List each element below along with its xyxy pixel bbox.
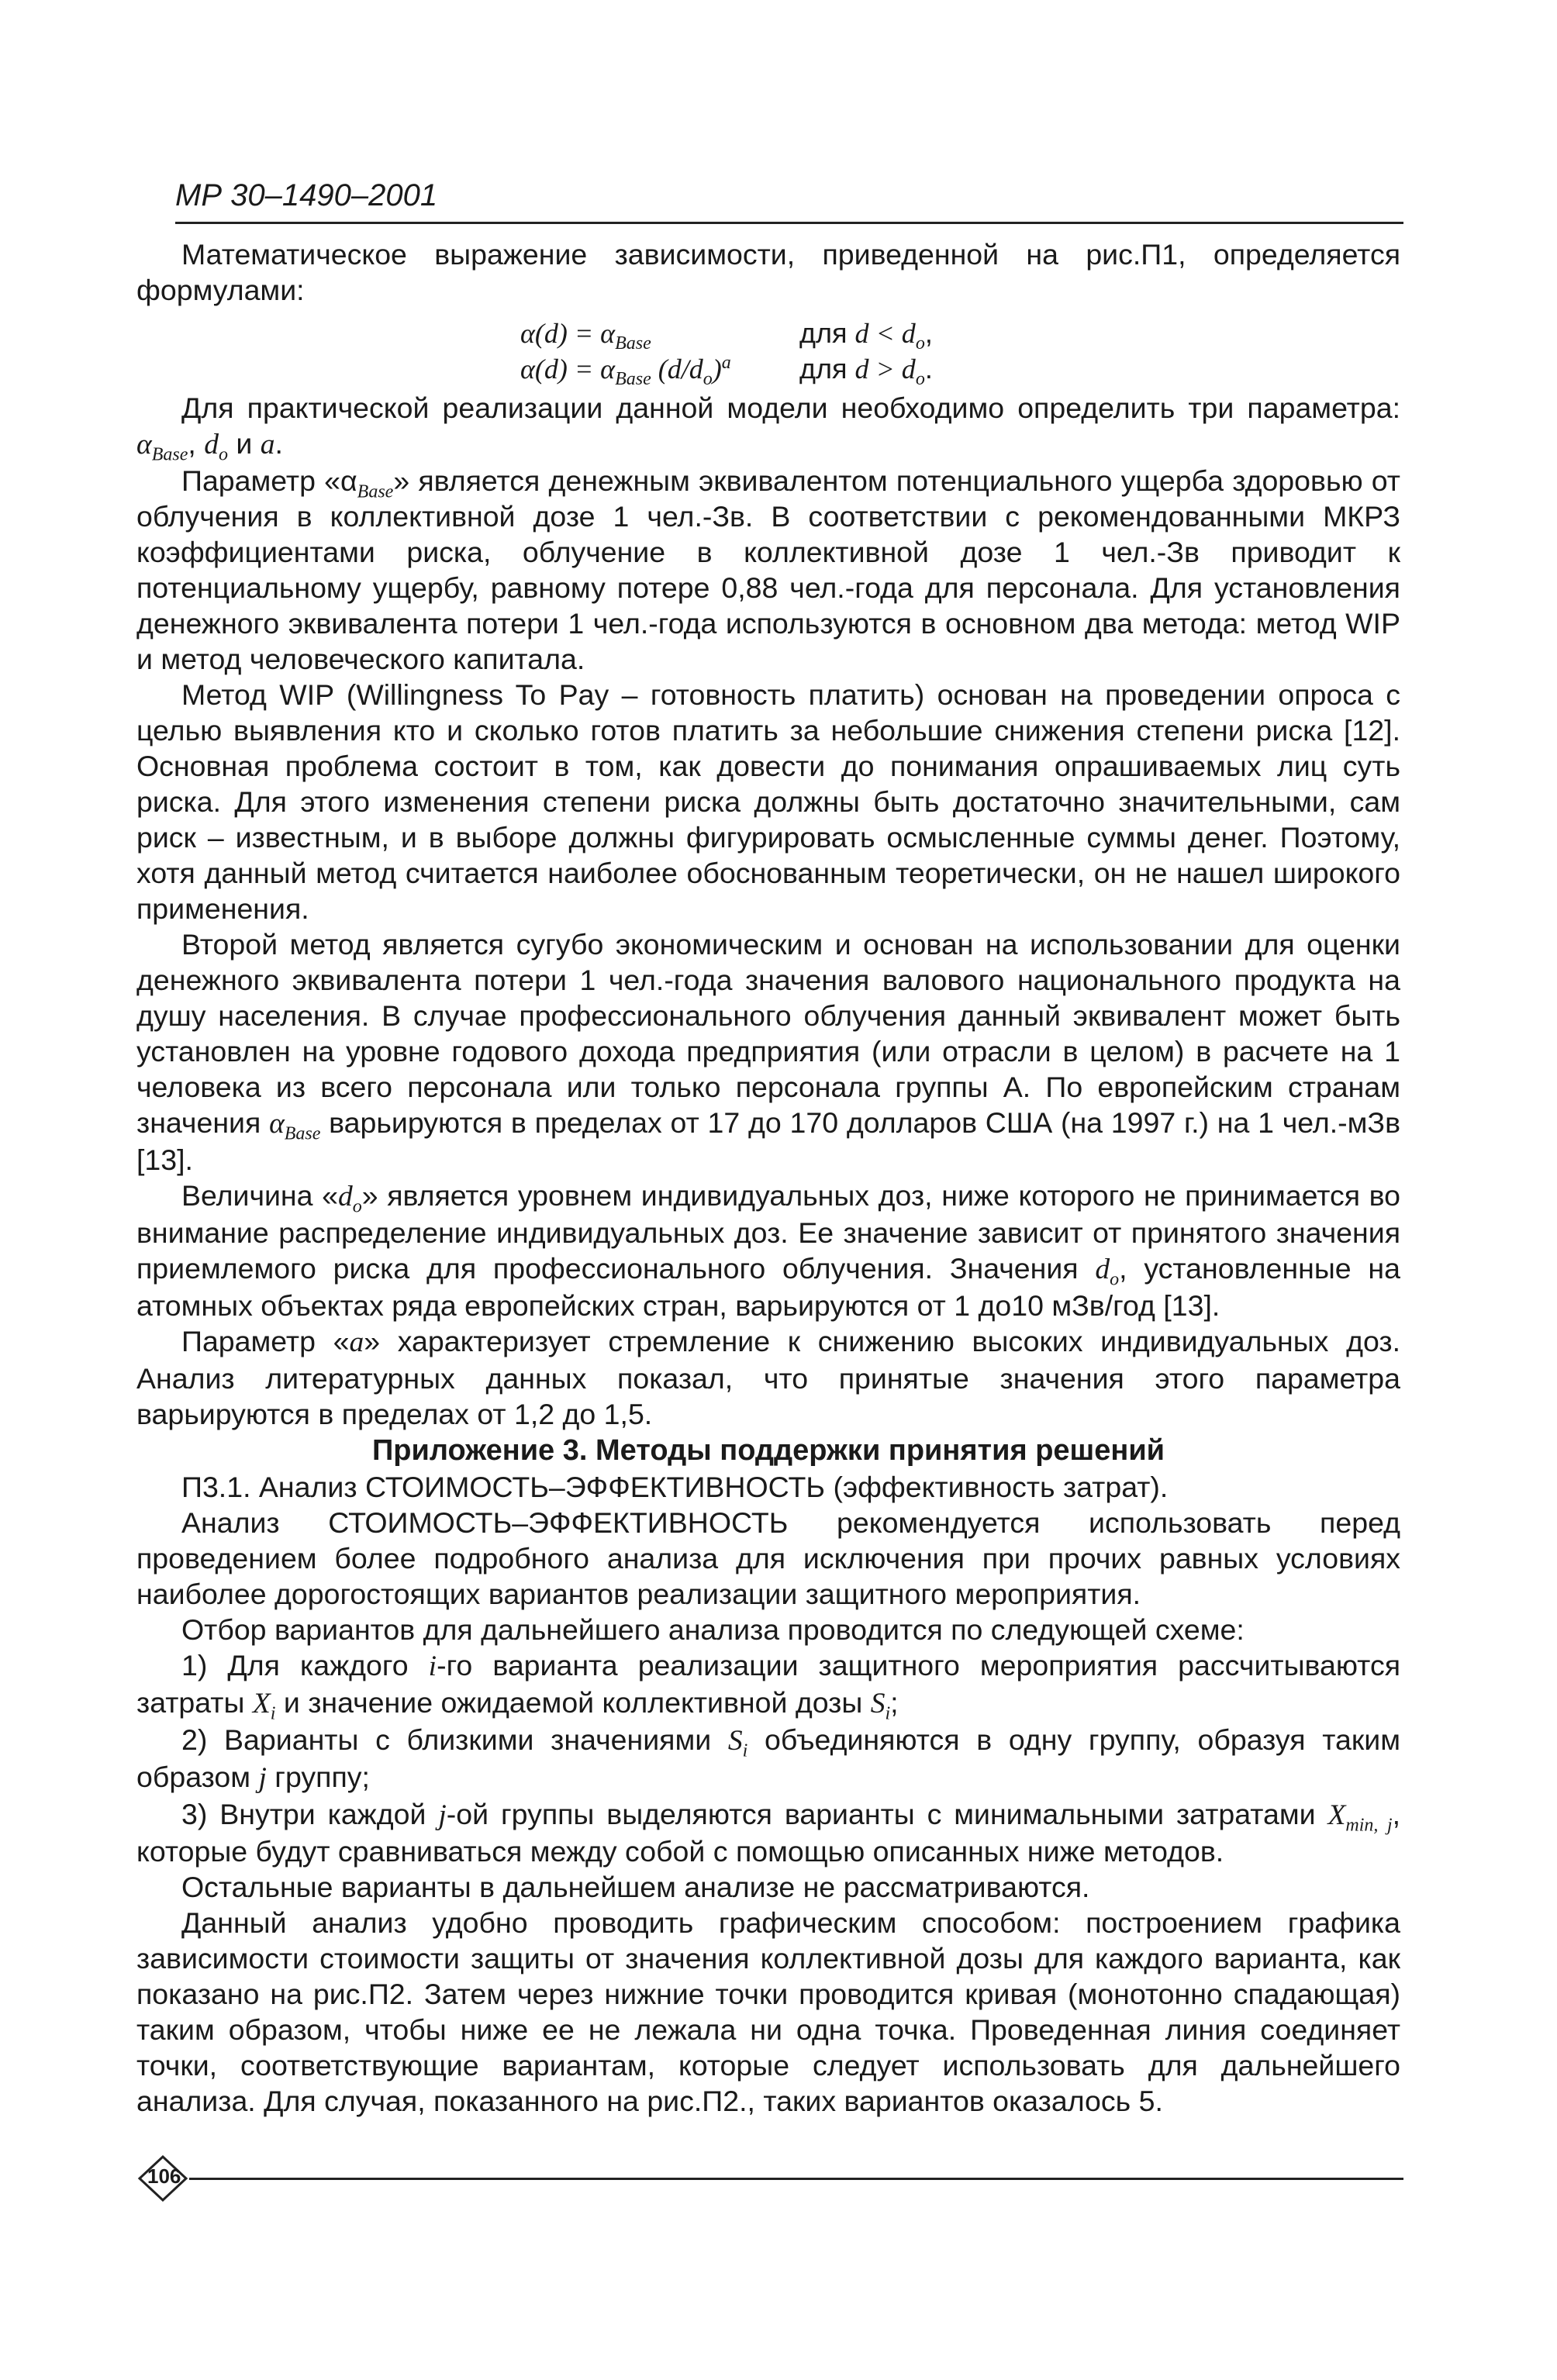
page-footer: [136, 2155, 1408, 2202]
paragraph-do: Величина «$d_o$» является уровнем индивидуальных доз, ниже которого не принимается во внимание распределение индивидуальных доз. Ее значение зависит от принятого значения приемлемого риска для профессионального облучения. Значения $d_o$, установленные на атомных объектах ряда европейских стран, варьируются от 1 до10 мЗв/год [13].: [136, 1179, 1400, 1322]
appendix-title: Приложение 3. Методы поддержки принятия решений: [371, 1434, 1165, 1467]
list-item-1: 1) Для каждого i-го варианта реализации защитного мероприятия рассчитываются затраты $X_i$ и значение ожидаемой коллективной дозы $S_i$;: [136, 1649, 1400, 1724]
formula-row-1: $\alpha(d) = \alpha_{Base}$ для $d < d_o$,: [520, 317, 933, 354]
section-p3-1: П3.1. Анализ СТОИМОСТЬ–ЭФФЕКТИВНОСТЬ (эффективность затрат).: [181, 1471, 1169, 1503]
list-item-3: 3) Внутри каждой j-ой группы выделяются варианты с минимальными затратами $X_{min, j}$, которые будут сравниваться между собой с помощью описанных ниже методов.: [136, 1798, 1400, 1868]
document-id: МР 30–1490–2001: [175, 178, 438, 212]
paragraph-scheme: Отбор вариантов для дальнейшего анализа проводится по следующей схеме:: [181, 1613, 1245, 1646]
paragraph-second-method: Второй метод является сугубо экономическим и основан на использовании для оценки денежного эквивалента потери 1 чел.-года значения валового национального продукта на душу населения. В случае профессионального облучения данный эквивалент может быть установлен на уровне годового дохода предприятия (или отрасли в целом) в расчете на 1 человека из всего персонала или только персонала группы А. По европейским странам значения $\alpha_{Base}$ варьируются в пределах от 17 до 170 долларов США (на 1997 г.) на 1 чел.-мЗв [13].: [136, 928, 1400, 1176]
formula-intro: Математическое выражение зависимости, приведенной на рис.П1, определяется формулами:: [136, 238, 1400, 306]
paragraph-rest: Остальные варианты в дальнейшем анализе не рассматриваются.: [181, 1871, 1090, 1903]
paragraph-graph: Данный анализ удобно проводить графическим способом: построением графика зависимости стоимости защиты от значения коллективной дозы для каждого варианта, как показано на рис.П2. Затем через нижние точки проводится кривая (монотонно спадающая) таким образом, чтобы ниже ее не лежала ни одна точка. Проведенная линия соединяет точки, соответствующие вариантам, которые следует использовать для дальнейшего анализа. Для случая, показанного на рис.П2., таких вариантов оказалось 5.: [136, 1906, 1400, 2117]
footer-rule: [189, 2178, 1403, 2180]
paragraph-cost-effectiveness: Анализ СТОИМОСТЬ–ЭФФЕКТИВНОСТЬ рекомендуется использовать перед проведением более подробного анализа для исключения при прочих равных условиях наиболее дорогостоящих вариантов реализации защитного мероприятия.: [136, 1506, 1400, 1610]
header-rule: [175, 222, 1403, 224]
list-item-2: 2) Варианты с близкими значениями $S_i$ объединяются в одну группу, образуя таким образом j группу;: [136, 1723, 1400, 1794]
paragraph-a: Параметр «a» характеризует стремление к снижению высоких индивидуальных доз. Анализ литературных данных показал, что принятые значения этого параметра варьируются в пределах от 1,2 до 1,5.: [136, 1325, 1400, 1430]
params-paragraph: Для практической реализации данной модели необходимо определить три параметра: $\alpha_{Base}$, $d_o$ и a.: [136, 391, 1400, 465]
paragraph-wip: Метод WIP (Willingness To Pay – готовность платить) основан на проведении опроса с целью выявления кто и сколько готов платить за небольшие снижения степени риска [12]. Основная проблема состоит в том, как довести до понимания опрашиваемых лиц суть риска. Для этого изменения степени риска должны быть достаточно значительными, сам риск – известным, и в выборе должны фигурировать осмысленные суммы денег. Поэтому, хотя данный метод считается наиболее обоснованным теоретически, он не нашел широкого применения.: [136, 678, 1400, 925]
formula-block: [136, 316, 1400, 390]
page-number: 106: [147, 2164, 181, 2188]
paragraph-abase: Параметр «$\alpha_{Base}$» является денежным эквивалентом потенциального ущерба здоровью от облучения в коллективной дозе 1 чел.-Зв. В соответствии с рекомендованными МКРЗ коэффициентами риска, облучение в коллективной дозе 1 чел.-Зв приводит к потенциальному ущербу, равному потере 0,88 чел.-года для персонала. Для установления денежного эквивалента потери 1 чел.-года используются в основном два метода: метод WIP и метод человеческого капитала.: [136, 464, 1400, 675]
page-body: [136, 236, 1400, 2119]
formula-row-2: $\alpha(d) = \alpha_{Base}$ $(d/d_o)^a$ для $d > d_o$.: [520, 353, 933, 390]
